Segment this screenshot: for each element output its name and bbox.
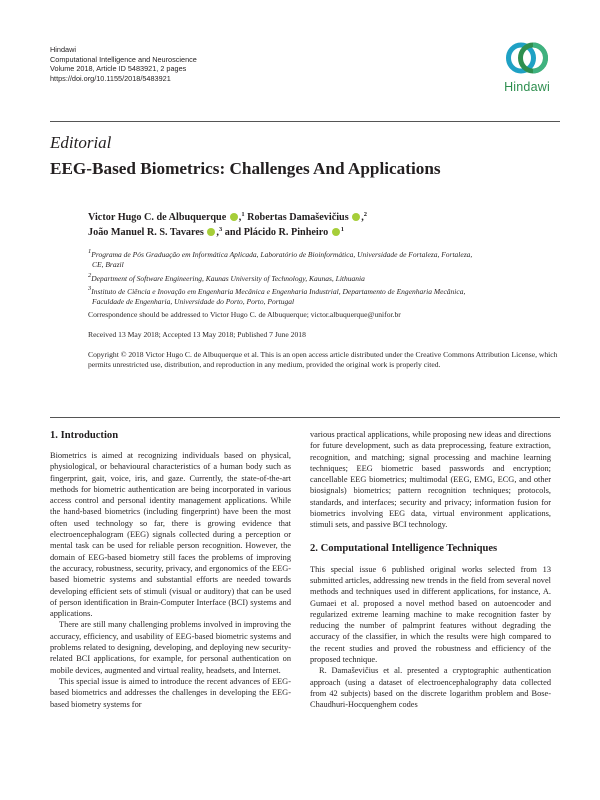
body-column-left: [50, 429, 291, 710]
volume-line: Volume 2018, Article ID 5483921, 2 pages: [50, 64, 187, 74]
affiliation-number: 2: [88, 271, 92, 279]
affiliation-sup: 1: [241, 211, 245, 218]
affiliation-text-cont: CE, Brazil: [92, 259, 124, 269]
publisher-name: Hindawi: [50, 45, 76, 54]
author-list: Victor Hugo C. de Albuquerque ,$^1$ Robertas Damaševičius ,$^2$ João Manuel R. S. Tavares ,$^3$ and Plácido R. Pinheiro $^1$: [88, 211, 368, 238]
orcid-icon[interactable]: [352, 213, 360, 221]
affiliation-text: Instituto de Ciência e Inovação em Engenharia Mecânica e Engenharia Industrial, Departamento de Engenharia Mecânica,: [91, 287, 466, 297]
affiliation-sup: 2: [363, 211, 368, 218]
logo-text: Hindawi: [504, 80, 550, 94]
hindawi-rings-icon: [505, 38, 549, 78]
header-divider: [50, 121, 560, 122]
publication-dates: Received 13 May 2018; Accepted 13 May 2018; Published 7 June 2018: [88, 330, 306, 339]
affiliation-number: 1: [88, 248, 92, 255]
author-name: Victor Hugo C. de Albuquerque: [88, 212, 227, 223]
doi-link[interactable]: https://doi.org/10.1155/2018/5483921: [50, 73, 171, 83]
journal-info: [50, 45, 197, 83]
paragraph: There are still many challenging problems involved in improving the accuracy, efficiency, and usability of EEG-based biometric systems and problems related to designing, developing, and deploying new security-related BCI applications, for example, for personal authentication on mobile devices, augmented and virtual reality, headsets, and Internet.: [50, 620, 291, 675]
affiliation-item: [88, 287, 558, 307]
correspondence: Correspondence should be addressed to Victor Hugo C. de Albuquerque; victor.albuquerque@unifor.br: [88, 310, 401, 319]
paragraph: This special issue is aimed to introduce the recent advances of EEG-based biometrics and addresses the challenges in developing the EEG-based biometry systems for: [50, 676, 291, 709]
affiliation-text-cont: Faculdade de Engenharia, Universidade do Porto, Porto, Portugal: [92, 297, 295, 307]
copyright-notice: Copyright © 2018 Victor Hugo C. de Albuquerque et al. This is an open access article distributed under the Creative Commons Attribution License, which permits unrestricted use, distribution, and reproduction in any medium, provided the original work is properly cited.: [88, 350, 558, 370]
section-heading: 1. Introduction: [50, 430, 119, 441]
author-name: Robertas Damaševičius: [247, 212, 349, 223]
author-conjunction: and: [224, 227, 242, 238]
journal-name: Computational Intelligence and Neuroscience: [50, 54, 197, 64]
affiliation-item: [88, 271, 558, 284]
affiliation-text: Department of Software Engineering, Kaunas University of Technology, Kaunas, Lithuania: [91, 273, 365, 283]
affiliation-sup: 1: [340, 226, 344, 233]
article-type: Editorial: [50, 133, 112, 152]
paragraph: various practical applications, while proposing new ideas and directions for future development, such as data preprocessing, feature extraction, recognition, and matching; signal processing and machine learning techniques; EEG biometric based passwords and encryption; cancellable EEG biometrics; multimodal (EEG, EMG, ECG, and other biosignals) biometrics; pattern recognition techniques; protocols, standards, and interfaces; security and privacy; information fusion for biometrics involving EEG data, virtual environment applications, stimuli sets, and passive BCI technology.: [310, 430, 551, 530]
section-heading: 2. Computational Intelligence Techniques: [310, 542, 498, 554]
affiliation-number: 3: [88, 285, 92, 293]
paragraph: This special issue 6 published original works selected from 13 submitted articles, addressing new trends in the field from several novel methods and techniques used in different applications, for instance, A. Gumaei et al. proposed a novel method based on autoencoder and regularized extreme learning machine to make recognition faster by reducing the number of palmprint features without degrading the accuracy of the classifier, in which the results were high compared to the recent studies and proved the robustness and efficiency of the proposed technique.: [310, 564, 551, 665]
paragraph: R. Damaševičius et al. presented a cryptographic authentication approach (using a dataset of electroencephalography data collected from 42 subjects) based on the discrete logarithm problem and Bose-Chaudhuri-Hocquenghem codes: [310, 666, 551, 710]
orcid-icon[interactable]: [332, 228, 340, 236]
section-divider: [50, 417, 560, 418]
affiliation-item: [88, 250, 558, 270]
hindawi-logo: [494, 38, 560, 94]
paragraph: Biometrics is aimed at recognizing individuals based on physical, physiological, or behavioural characteristics of a human body such as fingerprint, gait, voice, iris, and gaze. Currently, the state-of-the-art methods for biometric authentication are being incorporated in various access control and personal identity management applications. While the hand-based biometrics (including fingerprint) have been the most often used technology so far, there is growing evidence that electroencephalogram (EEG) signals collected during a perception or mental task can be used for reliable person recognition. However, the domain of EEG-based biometry still faces the problems of improving the accuracy, robustness, security, privacy, and ergonomics of the EEG-based biometric systems and substantial efforts are needed towards developing efficient sets of stimuli (visual or auditory) that can be used of person identification in Brain-Computer Interface (BCI) systems and applications.: [50, 451, 291, 619]
affiliation-sup: 3: [218, 226, 223, 233]
author-name: João Manuel R. S. Tavares: [88, 227, 204, 238]
article-title: EEG-Based Biometrics: Challenges And Applications: [50, 159, 441, 178]
body-column-right: [310, 429, 551, 711]
orcid-icon[interactable]: [207, 228, 215, 236]
affiliation-text: Programa de Pós Graduação em Informática Aplicada, Laboratório de Bioinformática, Universidade de Fortaleza, Fortaleza,: [91, 250, 473, 259]
affiliation-list: [88, 250, 558, 311]
orcid-icon[interactable]: [230, 213, 238, 221]
author-name: Plácido R. Pinheiro: [243, 227, 329, 238]
